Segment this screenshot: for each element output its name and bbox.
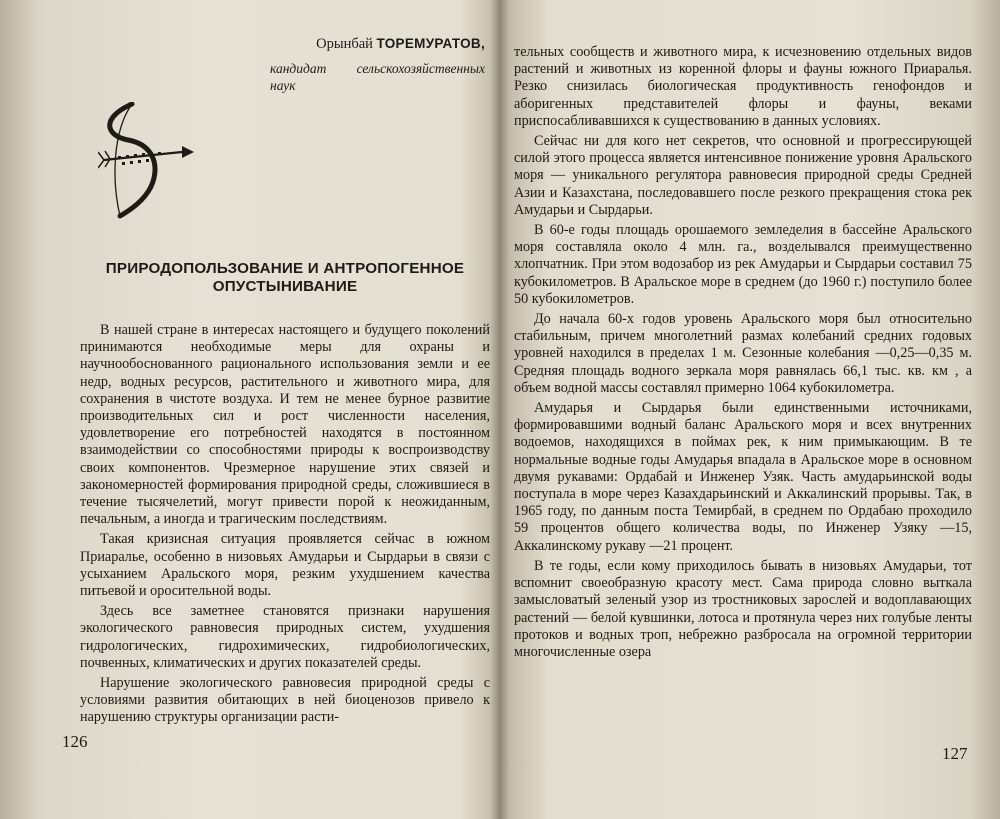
paragraph: Здесь все заметнее становятся признаки нарушения экологического равновесия природных систем, ухудшения гидрологических, гидрохимических, гидробиологических, почвенных, климатических и других показателей среды.	[80, 603, 490, 671]
author-degree: кандидат сельскохозяйственных наук	[270, 61, 485, 93]
author-first-name: Орынбай	[316, 36, 373, 52]
paragraph: В те годы, если кому приходилось бывать в низовьях Амударьи, тот вспомнит своеобразную красоту мест. Сама природа словно выткала замысловатый зеленый узор из тростниковых зарослей и водоплавающих растений — белой кувшинки, лотоса и протянула через них голубые ленты протоков и водных троп, небрежно разбросала на огромной территории многочисленные озера	[514, 557, 972, 660]
paragraph: В нашей стране в интересах настоящего и будущего поколений принимаются необходимые меры для охраны и научнообоснованного рационального использования земли и ее недр, водных ресурсов, растительного и животного мира, для сохранения в чистоте воздуха. И тем не менее бурное развитие производительных сил и рост численности населения, удовлетворение его потребностей находятся в постоянном взаимодействии со способностями природы к воспроизводству своих компонентов. Чрезмерное нарушение этих связей и закономерностей формирования природной среды, сложившиеся в течение тысячелетий, могут привести порой к неожиданным, печальным, а иногда и трагическим последствиям.	[80, 322, 490, 528]
bow-and-arrow-icon	[98, 102, 198, 222]
page-number: 126	[62, 732, 88, 751]
paragraph: тельных сообществ и животного мира, к исчезновению отдельных видов растений и животных из коренной флоры и фауны южного Приаралья. Резко снизилась биологическая продуктивность генофондов и аборигенных представителей флоры и фауны, веками приспосабливавшихся к существованию в данных условиях.	[514, 44, 972, 129]
article-title: ПРИРОДОПОЛЬЗОВАНИЕ И АНТРОПОГЕННОЕ ОПУСТЫНИВАНИЕ	[105, 260, 465, 295]
right-page	[504, 0, 1000, 819]
paragraph: До начала 60-х годов уровень Аральского моря был относительно стабильным, причем многолетний размах колебаний средних годовых уровней находился в пределах 1 м. Сезонные колебания —0,25—0,35 м. Средняя площадь водного зеркала моря равнялась 66,1 тыс. кв. км , а объем водной массы составлял примерно 1064 кубокилометра.	[514, 311, 972, 396]
paragraph: Амударья и Сырдарья были единственными источниками, формировавшими водный баланс Аральского моря и всех внутренних водоемов, находящихся в поймах рек, к ним примыкающим. В те нормальные водные годы Амударья впадала в Аральское море в основном двумя рукавами: Ордабай и Инженер Узяк. Часть амударьинской воды поступала в море через Казахдарьинский и Аккалинский прорывы. Так, в 1965 году, по данным поста Темирбай, в среднем по Ордабаю проходило 59 процентов общего количества воды, по Инженер Узяку —15, Аккалинскому рукаву —21 процент.	[514, 400, 972, 554]
left-page-body	[80, 322, 490, 730]
left-page	[0, 0, 496, 819]
author-name	[305, 36, 485, 53]
paragraph: В 60-е годы площадь орошаемого земледелия в бассейне Аральского моря составляла около 4 млн. га., возделывался преимущественно хлопчатник. При этом водозабор из рек Амударьи и Сырдарьи составил 75 кубокилометров. В Аральское море в среднем (до 1960 г.) поступило более 50 кубокилометров.	[514, 222, 972, 307]
author-surname: ТОРЕМУРАТОВ,	[376, 36, 485, 51]
right-page-body	[514, 44, 972, 664]
paragraph: Такая кризисная ситуация проявляется сейчас в южном Приаралье, особенно в низовьях Амударьи и Сырдарьи в связи с усыханием Аральского моря, резким ухудшением качества питьевой и оросительной воды.	[80, 531, 490, 600]
page-number: 127	[942, 744, 968, 763]
paragraph: Нарушение экологического равновесия природной среды с условиями развития обитающих в ней биоценозов привело к нарушению структуры организации расти-	[80, 675, 490, 726]
paragraph: Сейчас ни для кого нет секретов, что основной и прогрессирующей силой этого процесса является интенсивное понижение уровня Аральского моря — уникального регулятора равновесия природной среды Средней Азии и Казахстана, последовавшего после резкого прекращения стока рек Амударьи и Сырдарьи.	[514, 133, 972, 218]
